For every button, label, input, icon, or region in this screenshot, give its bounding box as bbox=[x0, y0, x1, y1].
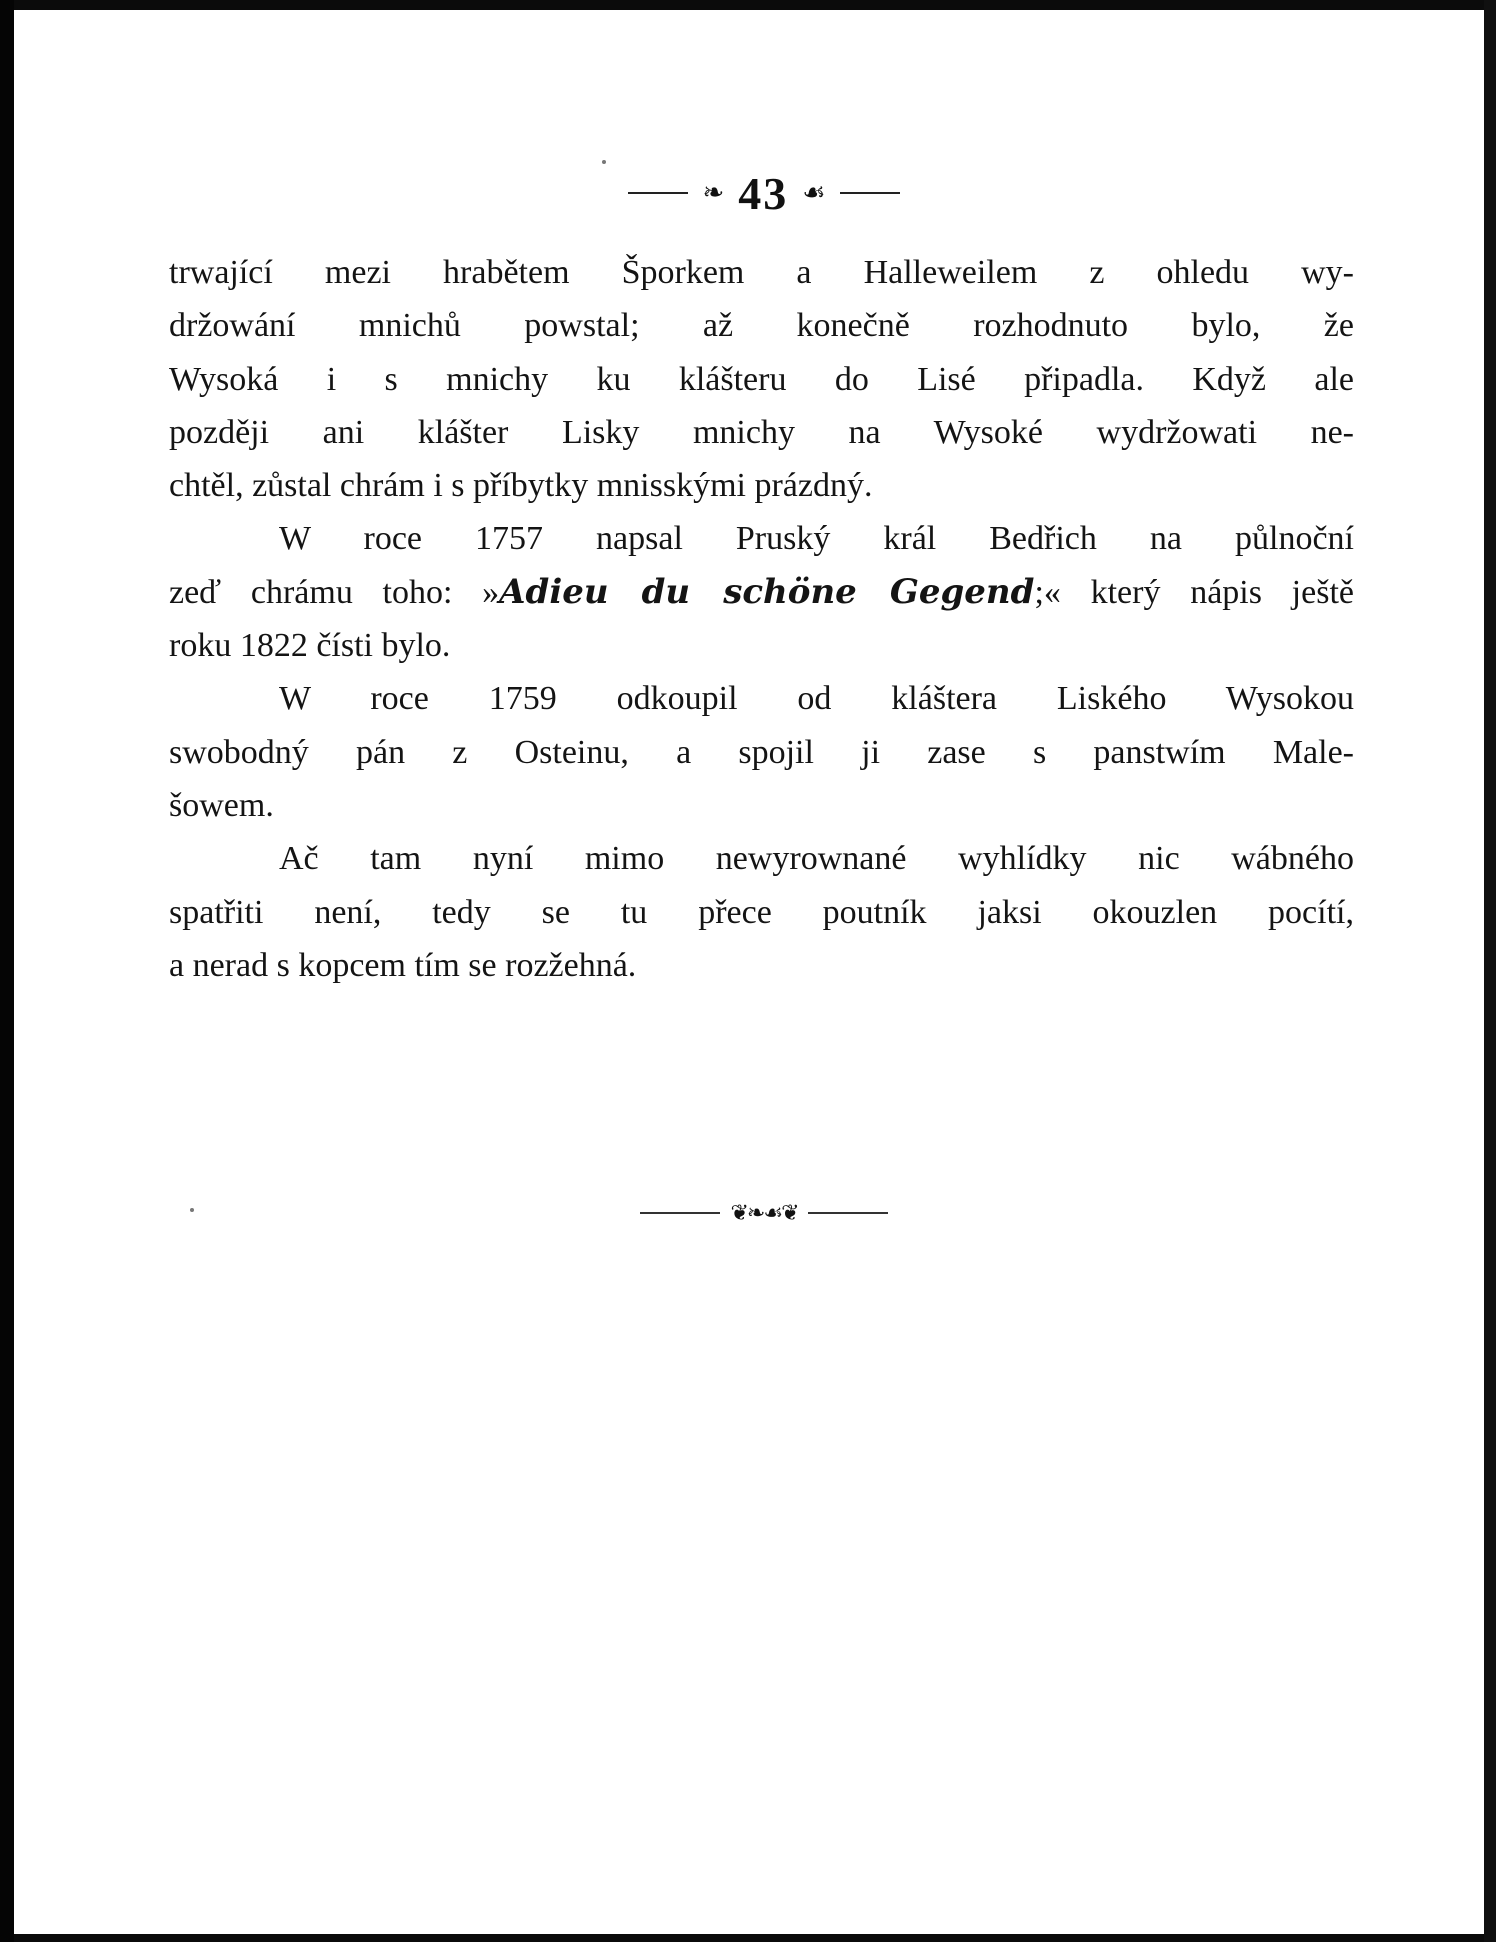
text-line-with-quote bbox=[169, 566, 1354, 619]
ornament-right-icon: ☙ bbox=[802, 178, 826, 207]
end-ornament-icon: ❦❧☙❦ bbox=[730, 1200, 798, 1225]
line-tail: ;« který nápis ještě bbox=[1034, 573, 1354, 611]
paragraph-start-line: W roce 1757 napsal Pruský král Bedřich na půlnoční bbox=[279, 520, 1354, 558]
text-line: a nerad s kopcem tím se rozžehná. bbox=[169, 946, 637, 984]
header-rule-right bbox=[840, 192, 900, 194]
end-rule-right bbox=[808, 1212, 888, 1214]
text-line: později ani klášter Lisky mnichy na Wysoké wydržowati ne- bbox=[169, 413, 1354, 451]
paragraph-start-line: Ač tam nyní mimo newyrownané wyhlídky nic wábného bbox=[279, 840, 1354, 878]
ornament-left-icon: ❧ bbox=[702, 178, 725, 207]
book-page bbox=[14, 10, 1484, 1934]
text-line: roku 1822 čísti bylo. bbox=[169, 627, 451, 665]
body-text bbox=[169, 246, 1354, 992]
paper-speck bbox=[602, 160, 606, 164]
text-line: spatřiti není, tedy se tu přece poutník jaksi okouzlen pocítí, bbox=[169, 893, 1354, 931]
text-line: šowem. bbox=[169, 786, 274, 824]
right-page-edge bbox=[1484, 0, 1496, 1942]
fraktur-quote: Adieu du schöne Gegend bbox=[499, 571, 1035, 612]
paper-speck bbox=[190, 1208, 194, 1212]
end-rule-left bbox=[640, 1212, 720, 1214]
page-number: 43 bbox=[738, 167, 789, 219]
text-line: chtěl, zůstal chrám i s příbytky mnisskými prázdný. bbox=[169, 467, 873, 505]
left-page-edge bbox=[0, 0, 14, 1942]
text-line: swobodný pán z Osteinu, a spojil ji zase s panstwím Male- bbox=[169, 733, 1354, 771]
header-rule-left bbox=[628, 192, 688, 194]
end-ornament bbox=[594, 1198, 934, 1228]
paragraph-start-line: W roce 1759 odkoupil od kláštera Liského Wysokou bbox=[279, 680, 1354, 718]
line-head: zeď chrámu toho: » bbox=[169, 573, 500, 611]
text-line: Wysoká i s mnichy ku klášteru do Lisé připadla. Když ale bbox=[169, 360, 1354, 398]
text-line: trwající mezi hrabětem Šporkem a Halleweilem z ohledu wy- bbox=[169, 254, 1354, 291]
text-line: držowání mnichů powstal; až konečně rozhodnuto bylo, že bbox=[169, 307, 1354, 345]
page-header bbox=[594, 168, 934, 218]
